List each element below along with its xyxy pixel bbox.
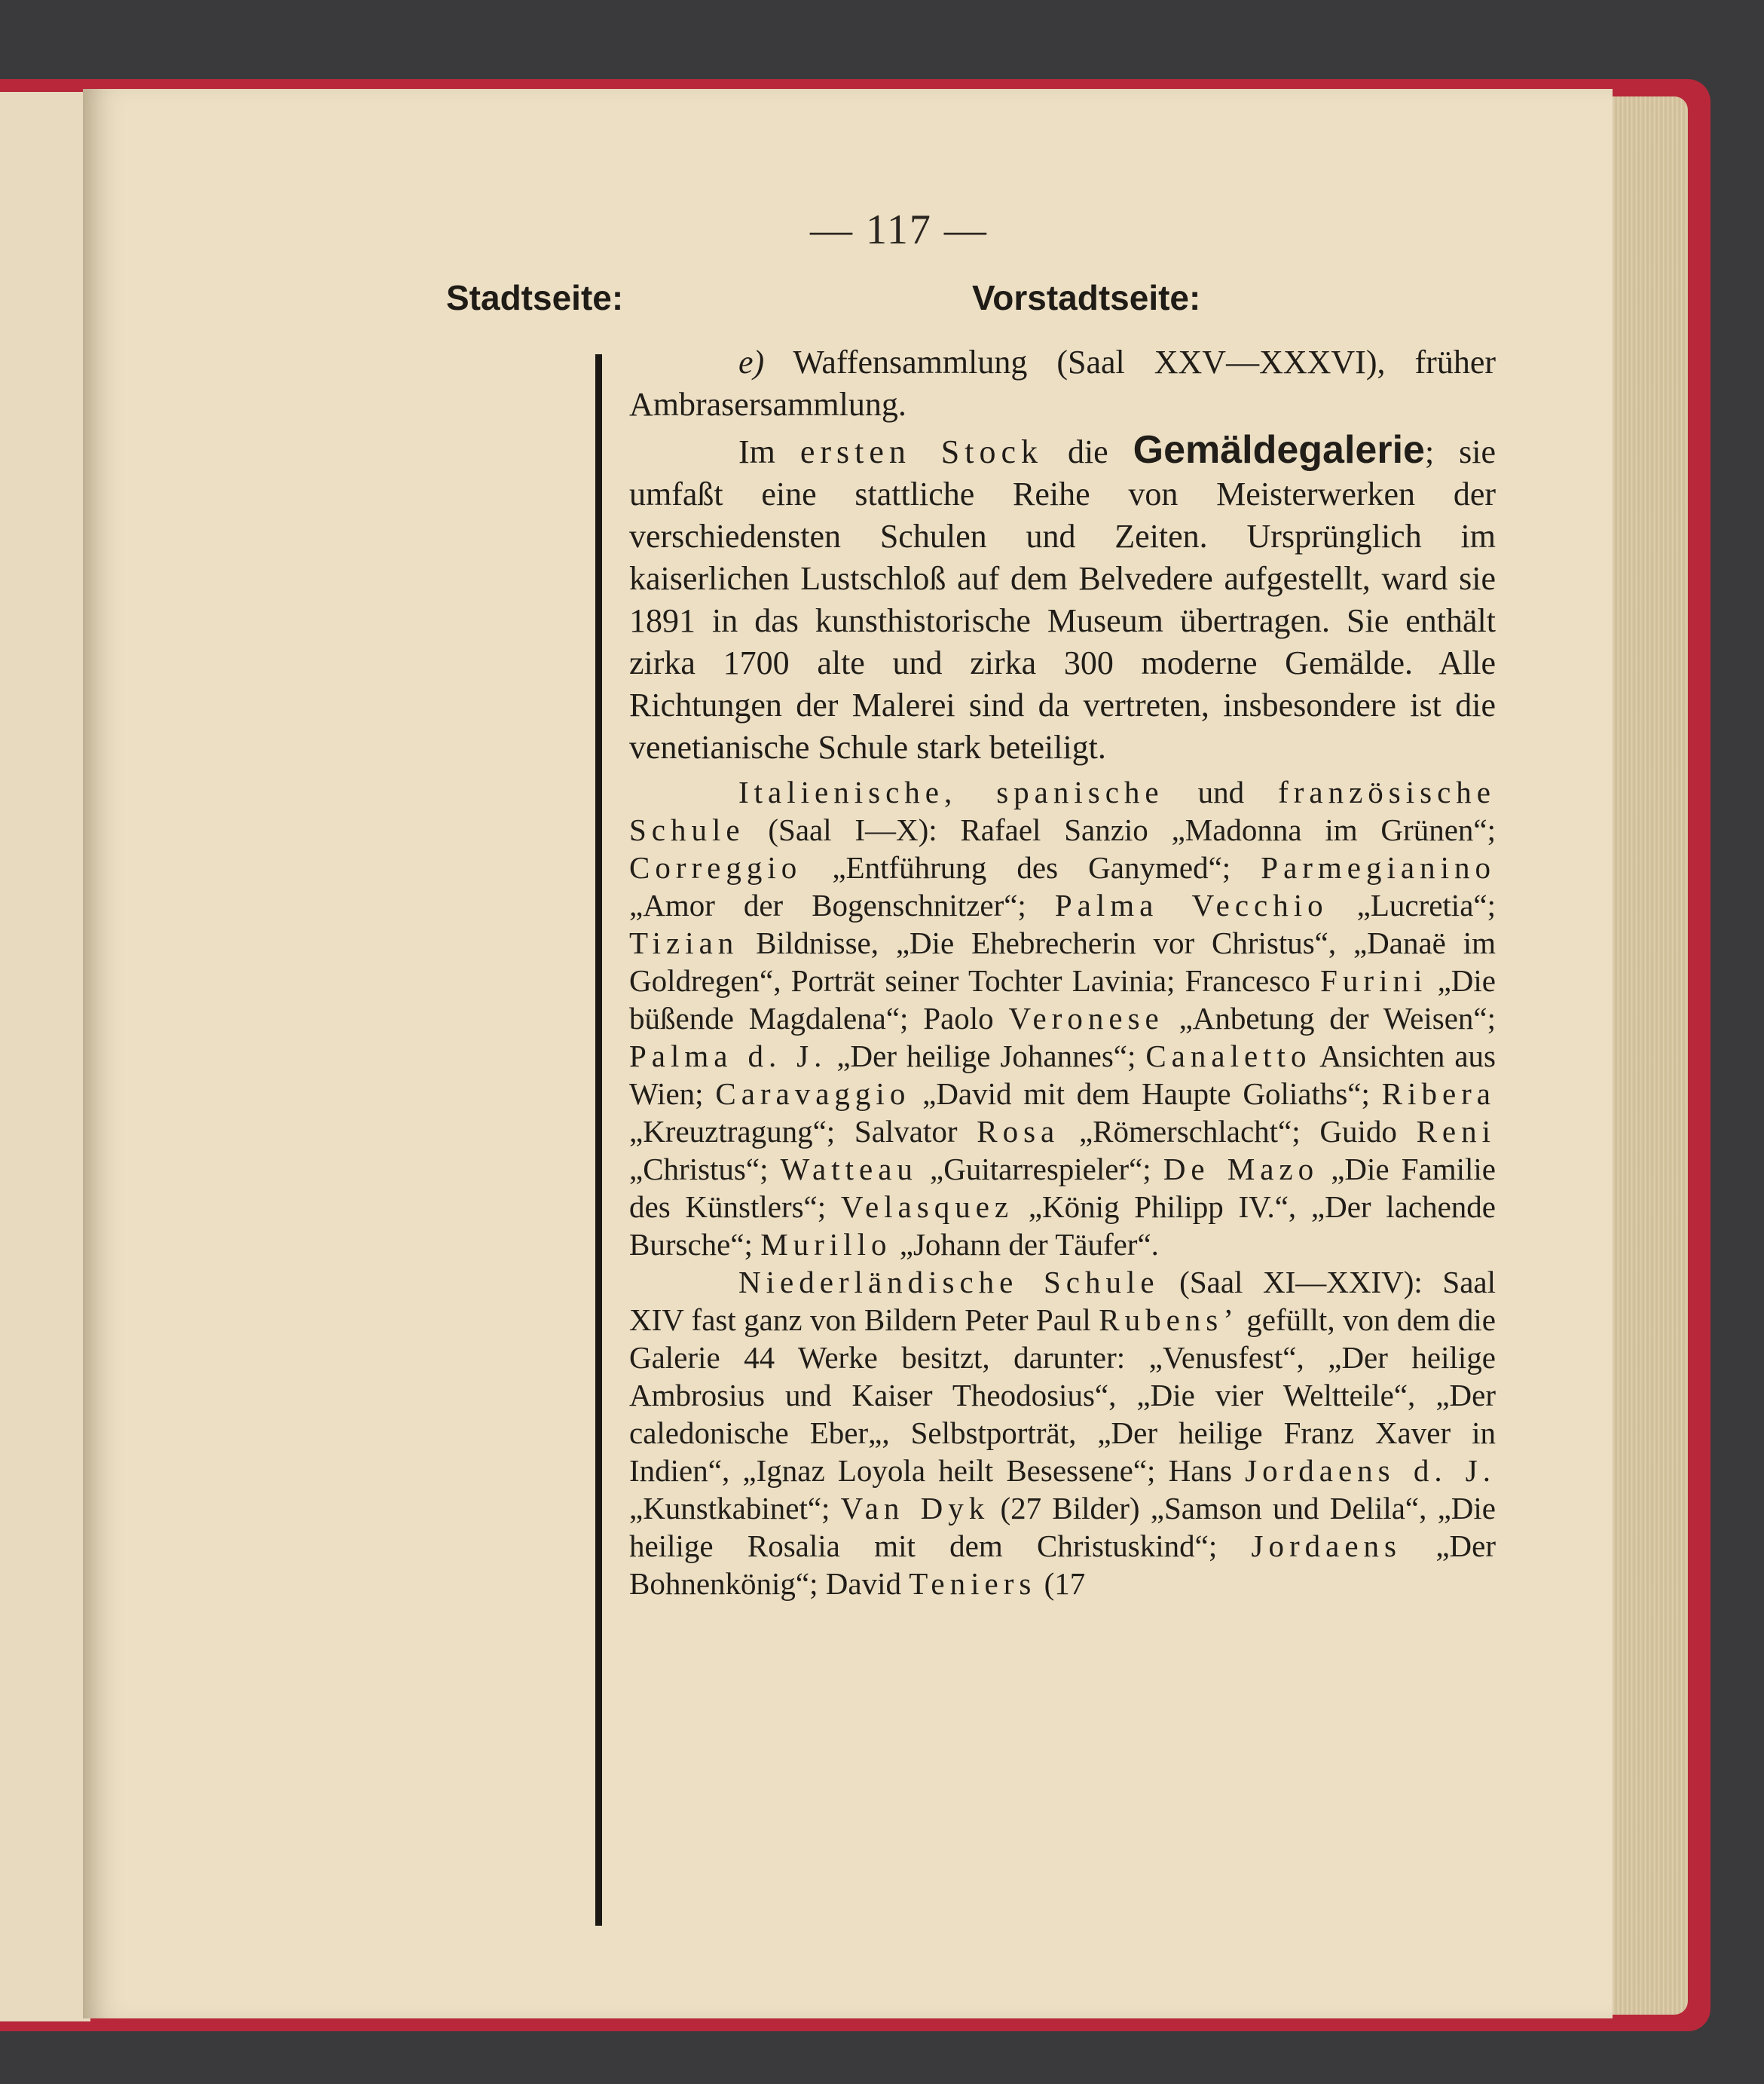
paragraph-italienische-schule [629, 773, 1496, 1263]
text-run: „Johann der Täufer“. [891, 1227, 1159, 1262]
artist-name: Palma Vecchio [1054, 888, 1328, 923]
paragraph-text: Waffensammlung (Saal XXV—XXXVI), früher Ambrasersammlung. [629, 344, 1496, 423]
text-run: „Römerschlacht“; Guido [1059, 1114, 1417, 1149]
page-number: — 117 — [810, 207, 988, 253]
spaced-text: französische Schule [629, 775, 1496, 847]
text-run: „David mit dem Haupte Goliaths“; [910, 1076, 1382, 1111]
facing-page [0, 92, 90, 2021]
artist-name: Teniers [909, 1566, 1037, 1601]
emphasis-heading: Gemäldegalerie [1133, 428, 1425, 472]
text-run: (Saal XI—XXIV): Saal XIV fast ganz von Bildern Peter Paul [629, 1265, 1496, 1337]
spaced-text: Niederländische Schule [738, 1265, 1160, 1299]
text-run: „Die Familie des Künstlers“; [629, 1152, 1496, 1224]
artist-name: Correggio [629, 850, 803, 885]
artist-name: Jordaens [1251, 1529, 1402, 1563]
text-run: „Der heilige Johannes“; [827, 1039, 1146, 1073]
text-run: „Entführung des Ganymed“; [802, 850, 1261, 885]
book-page [83, 89, 1613, 2018]
body-text [629, 341, 1496, 1602]
text-run: „Amor der Bogenschnitzer“; [629, 888, 1055, 923]
item-label: e) [738, 344, 765, 381]
artist-name: Tizian [629, 926, 739, 960]
text-run: (Saal I—X): [744, 812, 961, 847]
artist-name: Caravaggio [715, 1076, 911, 1111]
artist-name: Canaletto [1145, 1039, 1312, 1073]
text-run: (17 [1036, 1566, 1086, 1601]
artist-name: De Mazo [1163, 1152, 1319, 1186]
text-run: „Lucretia“; [1328, 888, 1496, 923]
artist-name: Parmegianino [1261, 850, 1496, 885]
artist-name: Furini [1320, 963, 1428, 998]
artist-name: Rubens’ [1099, 1302, 1239, 1337]
text-run: Bildnisse, „Die Ehebrecherin vor Christus“, „Danaë im Goldregen“, Porträt seiner Tochter Lavinia; Francesco [629, 926, 1496, 998]
artist-name: Rosa [977, 1114, 1060, 1149]
spaced-text: ersten Stock [799, 433, 1044, 470]
text-run: ; sie umfaßt eine stattliche Reihe von Meisterwerken der verschiedensten Schulen und Zeiten. Ursprünglich im kaiserlichen Lustschloß auf dem Belvedere aufgestellt, ward sie 1891 in das kunsthistorische Museum übertragen. Sie enthält zirka 1700 alte und zirka 300 moderne Gemälde. Alle Richtungen der Malerei sind da vertreten, insbesondere ist die venetianische Schule stark beteiligt. [629, 433, 1496, 766]
text-run: „König Philipp IV.“, „Der lachende Bursche“; [629, 1189, 1496, 1262]
artist-name: Van Dyk [840, 1491, 990, 1526]
text-run: und [1163, 775, 1279, 809]
spaced-text: Italienische, spanische [738, 775, 1164, 809]
right-column-heading: Vorstadtseite: [972, 278, 1201, 317]
artist-name: Velasquez [840, 1189, 1014, 1224]
artist-name: Murillo [760, 1227, 892, 1262]
artist-name: Veronese [1008, 1001, 1164, 1036]
paragraph-gemaeldegalerie [629, 429, 1496, 769]
text-run: „Madonna im Grünen“; [1148, 812, 1496, 847]
artist-name: Watteau [780, 1152, 918, 1186]
artist-name: Ribera [1381, 1076, 1496, 1111]
text-run: die [1043, 433, 1133, 470]
column-rule [595, 354, 602, 1926]
paragraph-waffensammlung [629, 341, 1496, 426]
text-run: Ansichten aus Wien; [629, 1039, 1496, 1111]
artist-name: Palma d. J. [629, 1039, 827, 1073]
text-run: „Guitarrespieler“; [917, 1152, 1163, 1186]
text-run: (27 Bilder) „Samson und Delila“, „Die heilige Rosalia mit dem Christuskind“; [629, 1491, 1496, 1563]
text-run: „Anbetung der Weisen“; [1163, 1001, 1496, 1036]
text-run: „Christus“; [629, 1152, 781, 1186]
text-run: gefüllt, von dem die Galerie 44 Werke besitzt, darunter: „Venusfest“, „Der heilige Ambrosius und Kaiser Theodosius“, „Die vier Weltteile“, „Der caledonische Eber„, Selbstporträt, „Der heilige Franz Xaver in Indien“, „Ignaz Loyola heilt Besessene“; Hans [629, 1302, 1496, 1488]
text-run: „Der Bohnenkönig“; David [629, 1529, 1496, 1601]
left-column-heading: Stadtseite: [446, 278, 624, 317]
text-run: „Die büßende Magdalena“; Paolo [629, 963, 1496, 1036]
text-run: Im [738, 433, 800, 470]
artist-name: Jordaens d. J. [1245, 1453, 1496, 1488]
artist-name: Rafael Sanzio [960, 812, 1148, 847]
paragraph-niederlaendische-schule [629, 1263, 1496, 1602]
artist-name: Reni [1416, 1114, 1496, 1149]
text-run: „Kreuztragung“; Salvator [629, 1114, 977, 1149]
text-run: „Kunstkabinet“; [629, 1491, 841, 1526]
